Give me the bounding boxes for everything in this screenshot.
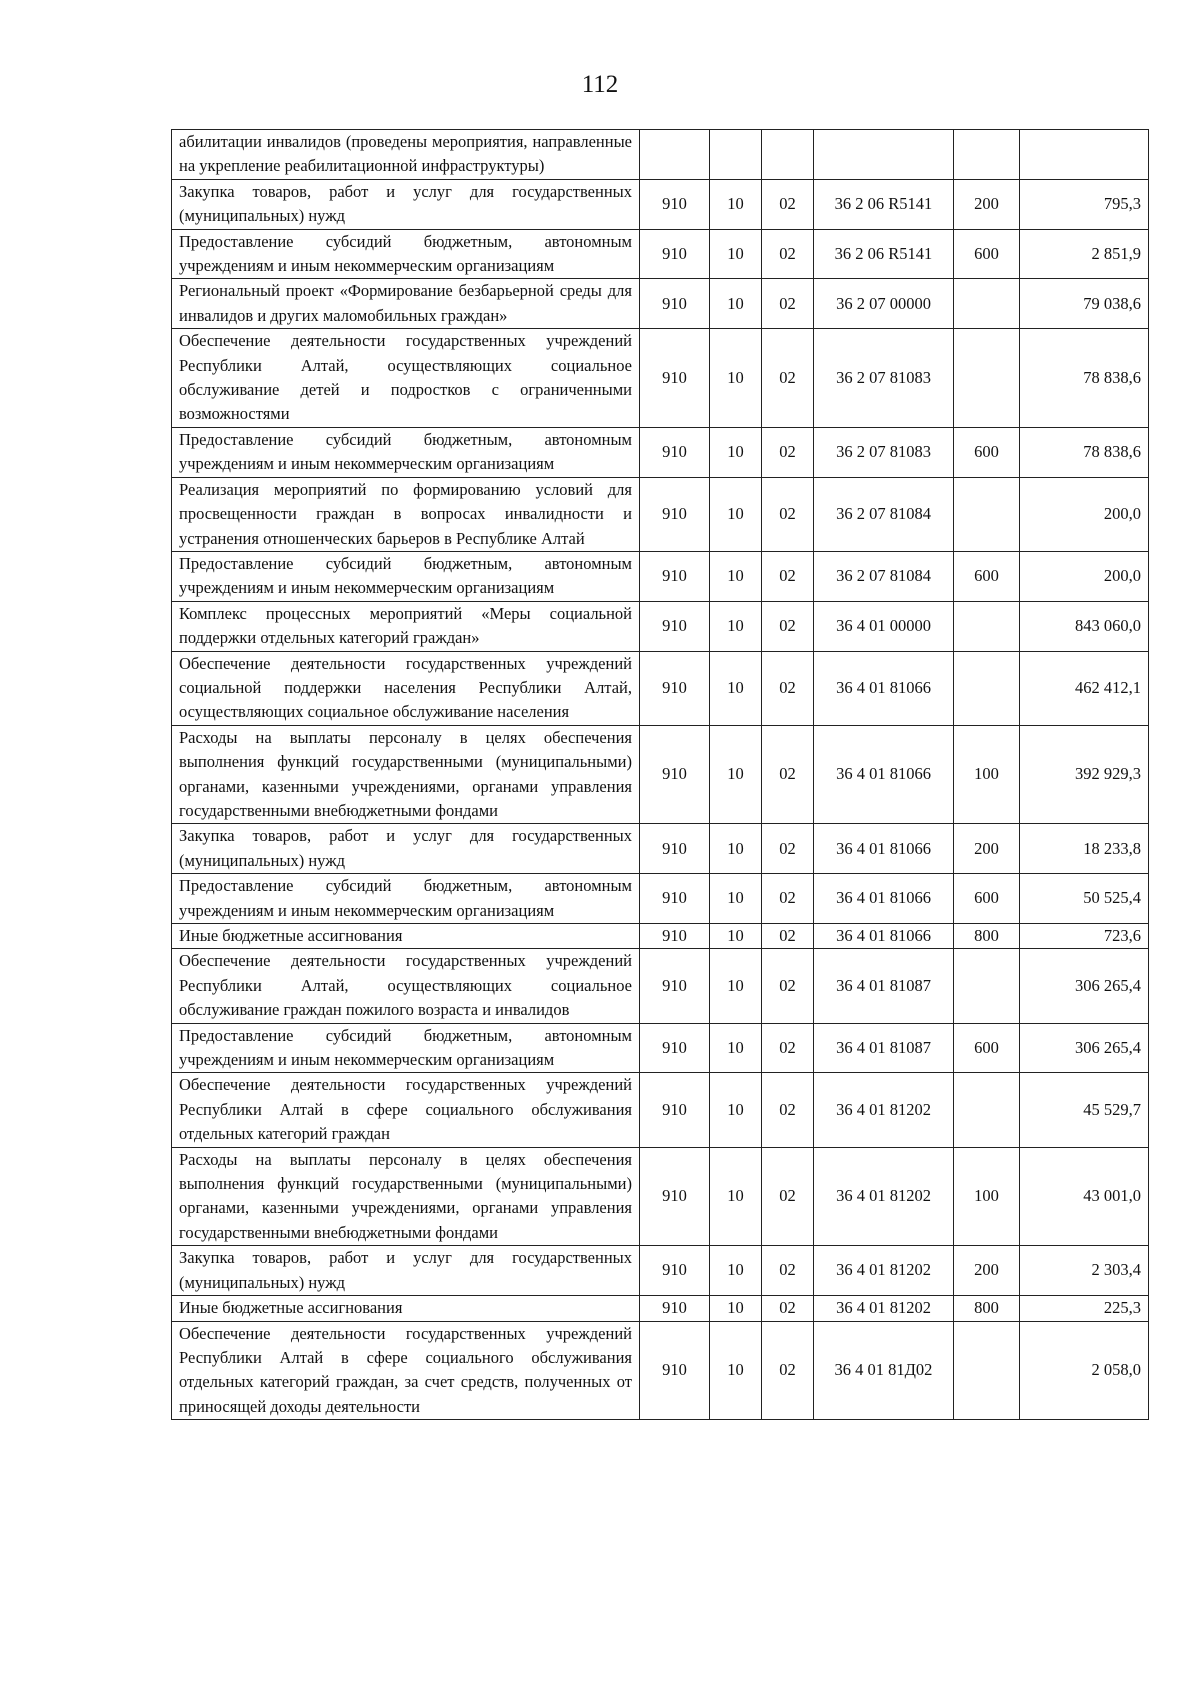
cell-section-code: 10 — [710, 949, 762, 1023]
page-number: 112 — [581, 71, 619, 98]
cell-expense-type-code — [954, 130, 1020, 180]
cell-description: Расходы на выплаты персоналу в целях обеспечения выполнения функций государственными (муниципальными) органами, казенными учреждениями, органами управления государственными внебюджетными фондами — [172, 1147, 640, 1246]
table-row — [172, 179, 1149, 229]
cell-target-article-code: 36 4 01 81202 — [814, 1147, 954, 1246]
cell-expense-type-code: 600 — [954, 1023, 1020, 1073]
cell-target-article-code: 36 2 07 00000 — [814, 279, 954, 329]
cell-expense-type-code: 600 — [954, 874, 1020, 924]
cell-subsection-code: 02 — [762, 1073, 814, 1147]
table-row — [172, 1023, 1149, 1073]
cell-amount: 306 265,4 — [1020, 1023, 1149, 1073]
cell-target-article-code: 36 2 07 81084 — [814, 477, 954, 551]
cell-expense-type-code: 200 — [954, 1246, 1020, 1296]
cell-description: Закупка товаров, работ и услуг для государственных (муниципальных) нужд — [172, 179, 640, 229]
cell-section-code: 10 — [710, 824, 762, 874]
cell-subsection-code: 02 — [762, 551, 814, 601]
cell-target-article-code: 36 4 01 00000 — [814, 601, 954, 651]
cell-subsection-code: 02 — [762, 1296, 814, 1321]
cell-subsection-code: 02 — [762, 1246, 814, 1296]
table-row — [172, 725, 1149, 824]
cell-amount: 79 038,6 — [1020, 279, 1149, 329]
cell-description: Обеспечение деятельности государственных учреждений Республики Алтай, осуществляющих социальное обслуживание детей и подростков с ограниченными возможностями — [172, 329, 640, 428]
cell-target-article-code: 36 2 06 R5141 — [814, 229, 954, 279]
cell-amount: 78 838,6 — [1020, 427, 1149, 477]
cell-description: Обеспечение деятельности государственных учреждений Республики Алтай, осуществляющих социальное обслуживание граждан пожилого возраста и инвалидов — [172, 949, 640, 1023]
cell-section-code: 10 — [710, 924, 762, 949]
cell-description: Закупка товаров, работ и услуг для государственных (муниципальных) нужд — [172, 824, 640, 874]
cell-subsection-code — [762, 130, 814, 180]
cell-description: Предоставление субсидий бюджетным, автономным учреждениям и иным некоммерческим организациям — [172, 427, 640, 477]
cell-section-code: 10 — [710, 874, 762, 924]
cell-expense-type-code: 600 — [954, 551, 1020, 601]
cell-description: Предоставление субсидий бюджетным, автономным учреждениям и иным некоммерческим организациям — [172, 1023, 640, 1073]
table-row — [172, 1246, 1149, 1296]
cell-section-code — [710, 130, 762, 180]
cell-description: Предоставление субсидий бюджетным, автономным учреждениям и иным некоммерческим организациям — [172, 874, 640, 924]
cell-grbs-code: 910 — [640, 1023, 710, 1073]
cell-description: Региональный проект «Формирование безбарьерной среды для инвалидов и других маломобильных граждан» — [172, 279, 640, 329]
cell-section-code: 10 — [710, 279, 762, 329]
table-row — [172, 824, 1149, 874]
cell-target-article-code: 36 4 01 81066 — [814, 824, 954, 874]
cell-grbs-code: 910 — [640, 551, 710, 601]
cell-amount: 45 529,7 — [1020, 1073, 1149, 1147]
table-row — [172, 427, 1149, 477]
cell-expense-type-code — [954, 329, 1020, 428]
cell-subsection-code: 02 — [762, 725, 814, 824]
cell-subsection-code: 02 — [762, 179, 814, 229]
cell-expense-type-code — [954, 601, 1020, 651]
cell-section-code: 10 — [710, 1246, 762, 1296]
cell-amount: 18 233,8 — [1020, 824, 1149, 874]
cell-expense-type-code — [954, 1321, 1020, 1420]
cell-section-code: 10 — [710, 651, 762, 725]
cell-target-article-code: 36 2 06 R5141 — [814, 179, 954, 229]
cell-target-article-code: 36 4 01 81Д02 — [814, 1321, 954, 1420]
cell-section-code: 10 — [710, 551, 762, 601]
cell-expense-type-code — [954, 279, 1020, 329]
cell-section-code: 10 — [710, 1023, 762, 1073]
cell-expense-type-code — [954, 1073, 1020, 1147]
cell-subsection-code: 02 — [762, 824, 814, 874]
cell-subsection-code: 02 — [762, 1321, 814, 1420]
cell-description: Предоставление субсидий бюджетным, автономным учреждениям и иным некоммерческим организациям — [172, 551, 640, 601]
cell-description: Закупка товаров, работ и услуг для государственных (муниципальных) нужд — [172, 1246, 640, 1296]
cell-amount: 200,0 — [1020, 551, 1149, 601]
cell-grbs-code: 910 — [640, 329, 710, 428]
cell-expense-type-code: 100 — [954, 725, 1020, 824]
cell-target-article-code: 36 4 01 81066 — [814, 725, 954, 824]
cell-description: Иные бюджетные ассигнования — [172, 924, 640, 949]
table-row — [172, 651, 1149, 725]
table-row — [172, 1296, 1149, 1321]
cell-target-article-code: 36 4 01 81066 — [814, 651, 954, 725]
cell-grbs-code: 910 — [640, 179, 710, 229]
table-row — [172, 874, 1149, 924]
cell-description: Реализация мероприятий по формированию условий для просвещенности граждан в вопросах инвалидности и устранения отношенческих барьеров в Республике Алтай — [172, 477, 640, 551]
cell-amount: 2 303,4 — [1020, 1246, 1149, 1296]
table-row — [172, 1147, 1149, 1246]
table-row — [172, 229, 1149, 279]
cell-section-code: 10 — [710, 1296, 762, 1321]
cell-grbs-code: 910 — [640, 1296, 710, 1321]
cell-amount: 200,0 — [1020, 477, 1149, 551]
cell-amount: 723,6 — [1020, 924, 1149, 949]
cell-subsection-code: 02 — [762, 949, 814, 1023]
cell-section-code: 10 — [710, 725, 762, 824]
cell-target-article-code: 36 4 01 81066 — [814, 924, 954, 949]
cell-amount: 43 001,0 — [1020, 1147, 1149, 1246]
cell-expense-type-code: 200 — [954, 824, 1020, 874]
cell-amount: 50 525,4 — [1020, 874, 1149, 924]
cell-grbs-code: 910 — [640, 427, 710, 477]
cell-grbs-code: 910 — [640, 874, 710, 924]
cell-amount: 225,3 — [1020, 1296, 1149, 1321]
cell-expense-type-code: 800 — [954, 1296, 1020, 1321]
cell-subsection-code: 02 — [762, 477, 814, 551]
cell-subsection-code: 02 — [762, 329, 814, 428]
cell-amount: 843 060,0 — [1020, 601, 1149, 651]
cell-grbs-code: 910 — [640, 1073, 710, 1147]
cell-subsection-code: 02 — [762, 1147, 814, 1246]
cell-target-article-code: 36 2 07 81084 — [814, 551, 954, 601]
budget-table — [171, 129, 1149, 1420]
cell-amount: 795,3 — [1020, 179, 1149, 229]
cell-subsection-code: 02 — [762, 924, 814, 949]
cell-subsection-code: 02 — [762, 279, 814, 329]
cell-section-code: 10 — [710, 601, 762, 651]
table-row — [172, 601, 1149, 651]
cell-section-code: 10 — [710, 179, 762, 229]
table-row — [172, 949, 1149, 1023]
cell-description: Обеспечение деятельности государственных учреждений Республики Алтай в сфере социального обслуживания отдельных категорий граждан, за счет средств, полученных от приносящей доходы деятельности — [172, 1321, 640, 1420]
cell-grbs-code: 910 — [640, 824, 710, 874]
cell-grbs-code: 910 — [640, 601, 710, 651]
table-row — [172, 551, 1149, 601]
cell-target-article-code: 36 4 01 81202 — [814, 1246, 954, 1296]
cell-description: Обеспечение деятельности государственных учреждений социальной поддержки населения Республики Алтай, осуществляющих социальное обслуживание населения — [172, 651, 640, 725]
cell-section-code: 10 — [710, 1073, 762, 1147]
cell-expense-type-code — [954, 651, 1020, 725]
cell-target-article-code: 36 2 07 81083 — [814, 329, 954, 428]
cell-subsection-code: 02 — [762, 1023, 814, 1073]
cell-grbs-code: 910 — [640, 725, 710, 824]
cell-target-article-code: 36 4 01 81087 — [814, 949, 954, 1023]
cell-grbs-code: 910 — [640, 924, 710, 949]
cell-subsection-code: 02 — [762, 651, 814, 725]
cell-grbs-code: 910 — [640, 1246, 710, 1296]
cell-grbs-code: 910 — [640, 477, 710, 551]
cell-section-code: 10 — [710, 229, 762, 279]
cell-expense-type-code — [954, 949, 1020, 1023]
cell-expense-type-code: 600 — [954, 229, 1020, 279]
cell-expense-type-code: 200 — [954, 179, 1020, 229]
cell-target-article-code: 36 4 01 81202 — [814, 1296, 954, 1321]
cell-target-article-code: 36 2 07 81083 — [814, 427, 954, 477]
cell-description: Комплекс процессных мероприятий «Меры социальной поддержки отдельных категорий граждан» — [172, 601, 640, 651]
cell-target-article-code: 36 4 01 81202 — [814, 1073, 954, 1147]
cell-amount: 2 058,0 — [1020, 1321, 1149, 1420]
table-row — [172, 1073, 1149, 1147]
table-row — [172, 279, 1149, 329]
cell-subsection-code: 02 — [762, 427, 814, 477]
cell-grbs-code: 910 — [640, 279, 710, 329]
cell-target-article-code: 36 4 01 81087 — [814, 1023, 954, 1073]
cell-expense-type-code — [954, 477, 1020, 551]
cell-description: Предоставление субсидий бюджетным, автономным учреждениям и иным некоммерческим организациям — [172, 229, 640, 279]
cell-section-code: 10 — [710, 329, 762, 428]
cell-amount: 306 265,4 — [1020, 949, 1149, 1023]
cell-amount: 462 412,1 — [1020, 651, 1149, 725]
cell-grbs-code — [640, 130, 710, 180]
cell-section-code: 10 — [710, 1321, 762, 1420]
cell-description: абилитации инвалидов (проведены мероприятия, направленные на укрепление реабилитационной инфраструктуры) — [172, 130, 640, 180]
cell-target-article-code — [814, 130, 954, 180]
cell-description: Обеспечение деятельности государственных учреждений Республики Алтай в сфере социального обслуживания отдельных категорий граждан — [172, 1073, 640, 1147]
budget-table-body — [172, 130, 1149, 1420]
cell-grbs-code: 910 — [640, 229, 710, 279]
cell-grbs-code: 910 — [640, 1321, 710, 1420]
cell-description: Иные бюджетные ассигнования — [172, 1296, 640, 1321]
cell-description: Расходы на выплаты персоналу в целях обеспечения выполнения функций государственными (муниципальными) органами, казенными учреждениями, органами управления государственными внебюджетными фондами — [172, 725, 640, 824]
cell-subsection-code: 02 — [762, 601, 814, 651]
cell-section-code: 10 — [710, 1147, 762, 1246]
cell-target-article-code: 36 4 01 81066 — [814, 874, 954, 924]
cell-subsection-code: 02 — [762, 229, 814, 279]
table-row — [172, 1321, 1149, 1420]
cell-subsection-code: 02 — [762, 874, 814, 924]
cell-expense-type-code: 600 — [954, 427, 1020, 477]
cell-amount: 2 851,9 — [1020, 229, 1149, 279]
cell-section-code: 10 — [710, 427, 762, 477]
cell-section-code: 10 — [710, 477, 762, 551]
cell-grbs-code: 910 — [640, 1147, 710, 1246]
cell-expense-type-code: 100 — [954, 1147, 1020, 1246]
table-row — [172, 329, 1149, 428]
cell-amount: 392 929,3 — [1020, 725, 1149, 824]
cell-grbs-code: 910 — [640, 651, 710, 725]
table-row — [172, 924, 1149, 949]
cell-amount: 78 838,6 — [1020, 329, 1149, 428]
table-row — [172, 477, 1149, 551]
cell-expense-type-code: 800 — [954, 924, 1020, 949]
cell-grbs-code: 910 — [640, 949, 710, 1023]
cell-amount — [1020, 130, 1149, 180]
table-row — [172, 130, 1149, 180]
